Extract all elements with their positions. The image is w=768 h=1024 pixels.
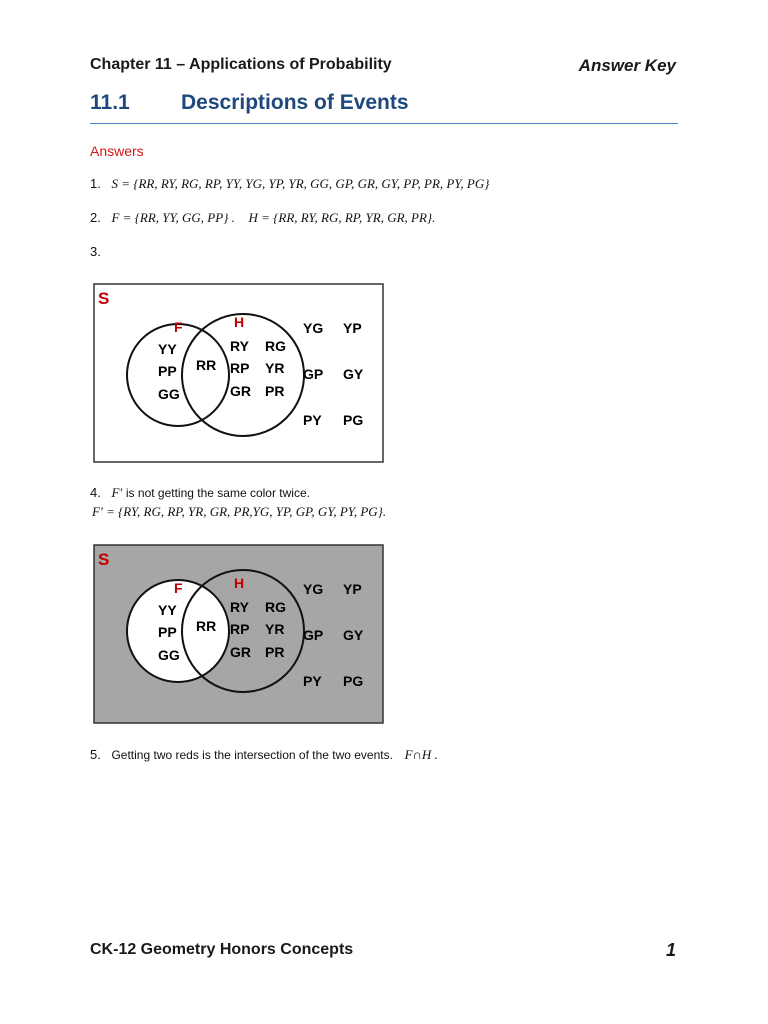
answer-4-set	[92, 504, 386, 520]
answer-5	[90, 747, 438, 763]
venn-diagram-2	[93, 544, 384, 724]
section-divider	[90, 123, 678, 124]
venn-h-item: YR	[265, 621, 285, 637]
venn-h-item: RP	[230, 621, 250, 637]
event-f-set: F = {RR, YY, GG, PP} .	[111, 210, 235, 225]
answer-1	[90, 176, 489, 192]
venn-outside-item: YP	[343, 581, 362, 597]
answers-heading: Answers	[90, 143, 144, 159]
answer-key-label: Answer Key	[578, 56, 676, 75]
complement-symbol: F′	[111, 485, 123, 500]
venn-diagram-1	[93, 283, 384, 463]
venn-label-h: H	[234, 314, 245, 330]
answer-number: 4.	[90, 485, 101, 500]
venn-outside-item: GP	[303, 627, 324, 643]
section-number: 11.1	[90, 91, 130, 114]
venn-h-item: GR	[230, 383, 251, 399]
intersection-description: Getting two reds is the intersection of the two events.	[111, 748, 393, 762]
footer-book-title: CK-12 Geometry Honors Concepts	[90, 941, 354, 958]
venn-intersection-item: RR	[196, 618, 217, 634]
chapter-header: Chapter 11 – Applications of Probability	[90, 56, 392, 73]
answer-3	[90, 244, 108, 259]
venn-h-item: RY	[230, 599, 249, 615]
venn-outside-item: GY	[343, 627, 364, 643]
answer-2	[90, 210, 435, 226]
venn-intersection-item: RR	[196, 357, 217, 373]
venn-h-item: PR	[265, 644, 285, 660]
venn-outside-item: YG	[303, 320, 324, 336]
venn-h-item: RG	[265, 338, 286, 354]
venn-h-item: RG	[265, 599, 286, 615]
answer-number: 5.	[90, 747, 101, 762]
venn-label-f: F	[174, 580, 183, 596]
sample-space-set: S = {RR, RY, RG, RP, YY, YG, YP, YR, GG, GP, GR, GY, PP, PR, PY, PG}	[111, 176, 490, 191]
venn-f-item: PP	[158, 624, 177, 640]
answer-number: 2.	[90, 210, 101, 225]
venn-h-item: PR	[265, 383, 285, 399]
venn-h-item: YR	[265, 360, 285, 376]
venn-outside-item: PY	[303, 673, 322, 689]
section-title: Descriptions of Events	[181, 91, 409, 114]
venn-label-s: S	[98, 289, 110, 308]
complement-description: is not getting the same color twice.	[125, 486, 310, 500]
venn-label-h: H	[234, 575, 245, 591]
venn-outside-item: GP	[303, 366, 324, 382]
venn-outside-item: YP	[343, 320, 362, 336]
venn-label-f: F	[174, 319, 183, 335]
venn-outside-item: PG	[343, 673, 364, 689]
venn-label-s: S	[98, 550, 110, 569]
page-number: 1	[665, 940, 676, 960]
venn-f-item: GG	[158, 386, 180, 402]
venn-h-item: RP	[230, 360, 250, 376]
venn-f-item: GG	[158, 647, 180, 663]
venn-f-item: YY	[158, 602, 177, 618]
intersection-expression: F∩H .	[404, 747, 438, 762]
answer-number: 1.	[90, 176, 101, 191]
venn-outside-item: PG	[343, 412, 364, 428]
answer-4	[90, 485, 310, 501]
venn-outside-item: YG	[303, 581, 324, 597]
venn-h-item: RY	[230, 338, 249, 354]
venn-f-item: YY	[158, 341, 177, 357]
venn-h-item: GR	[230, 644, 251, 660]
venn-f-item: PP	[158, 363, 177, 379]
complement-set: F′ = {RY, RG, RP, YR, GR, PR,YG, YP, GP, GY, PY, PG}.	[92, 504, 387, 519]
answer-number: 3.	[90, 244, 101, 259]
venn-outside-item: GY	[343, 366, 364, 382]
venn-outside-item: PY	[303, 412, 322, 428]
event-h-set: H = {RR, RY, RG, RP, YR, GR, PR}.	[248, 210, 436, 225]
